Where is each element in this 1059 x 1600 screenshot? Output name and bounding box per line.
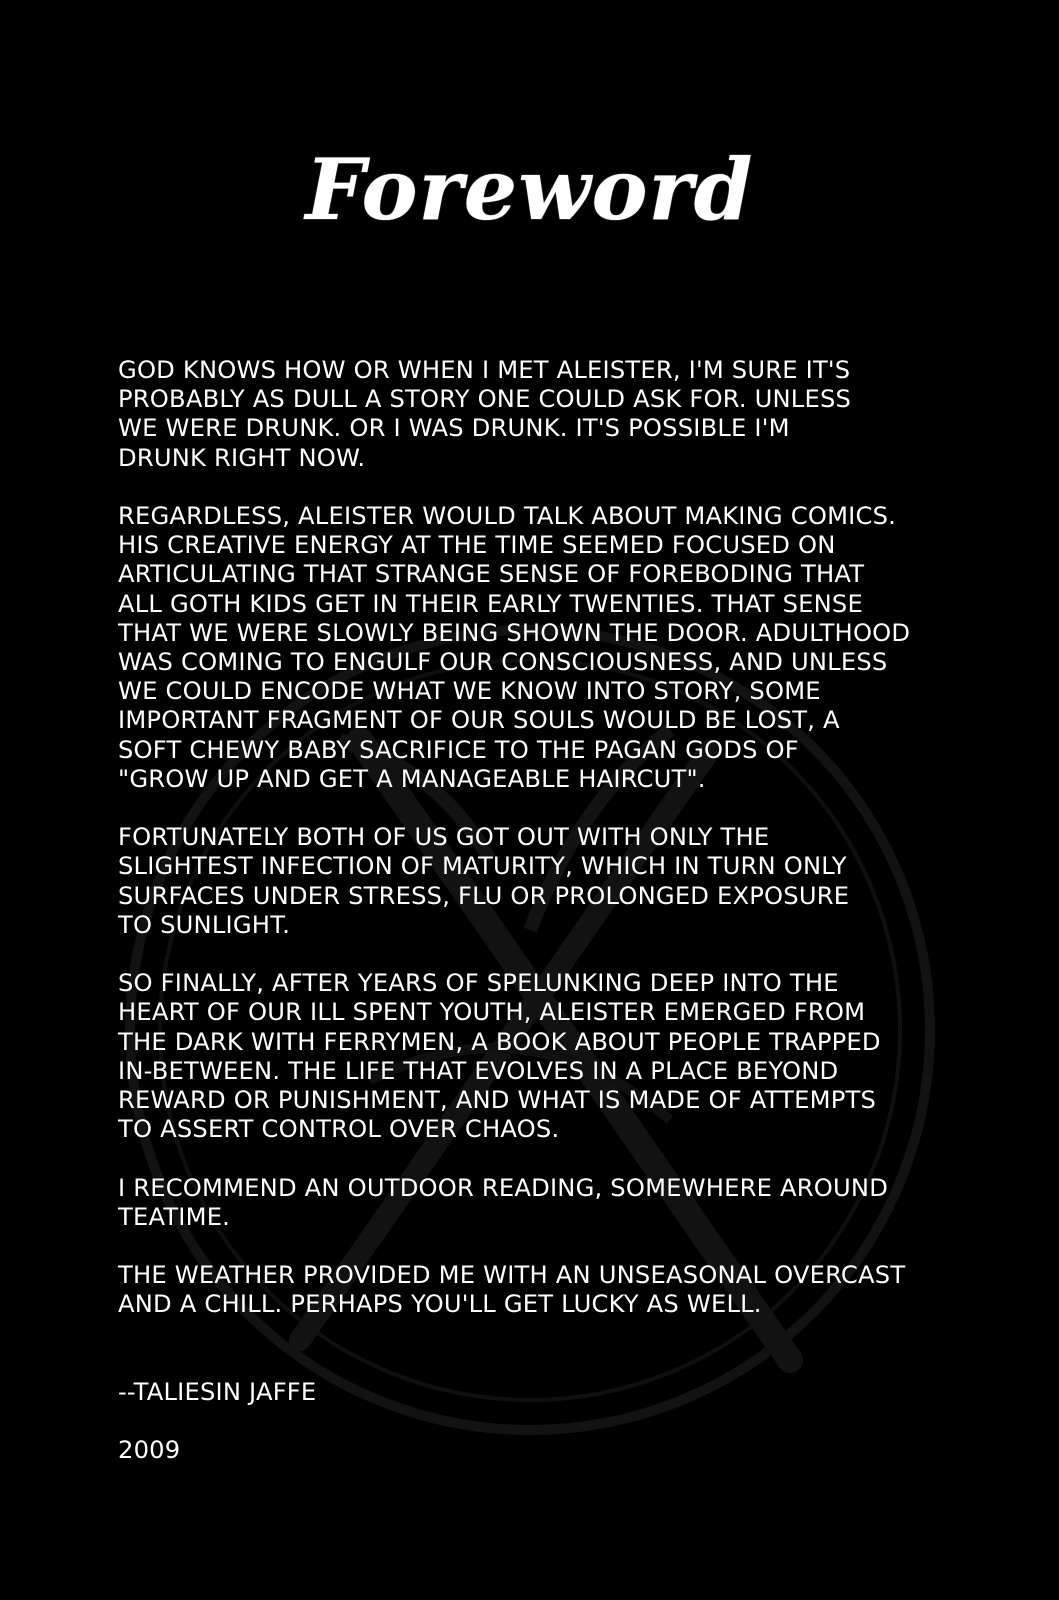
page-title: Foreword <box>305 140 754 239</box>
signature-year: 2009 <box>118 1436 181 1465</box>
foreword-body <box>118 356 948 1495</box>
signature-author: --TALIESIN JAFFE <box>118 1378 317 1407</box>
paragraph: REGARDLESS, ALEISTER WOULD TALK ABOUT MAKING COMICS. HIS CREATIVE ENERGY AT THE TIME SEEMED FOCUSED ON ARTICULATING THAT STRANGE SENSE OF FOREBODING THAT ALL GOTH KIDS GET IN THEIR EARLY TWENTIES. THAT SENSE THAT WE WERE SLOWLY BEING SHOWN THE DOOR. ADULTHOOD WAS COMING TO ENGULF OUR CONSCIOUSNESS, AND UNLESS WE COULD ENCODE WHAT WE KNOW INTO STORY, SOME IMPORTANT FRAGMENT OF OUR SOULS WOULD BE LOST, A SOFT CHEWY BABY SACRIFICE TO THE PAGAN GODS OF "GROW UP AND GET A MANAGEABLE HAIRCUT". <box>118 502 911 793</box>
paragraph: THE WEATHER PROVIDED ME WITH AN UNSEASONAL OVERCAST AND A CHILL. PERHAPS YOU'LL GET LUCKY AS WELL. <box>118 1261 906 1319</box>
signature-block <box>118 1349 948 1495</box>
paragraph: GOD KNOWS HOW OR WHEN I MET ALEISTER, I'M SURE IT'S PROBABLY AS DULL A STORY ONE COULD ASK FOR. UNLESS WE WERE DRUNK. OR I WAS DRUNK. IT'S POSSIBLE I'M DRUNK RIGHT NOW. <box>118 356 852 472</box>
paragraph: FORTUNATELY BOTH OF US GOT OUT WITH ONLY THE SLIGHTEST INFECTION OF MATURITY, WHICH IN TURN ONLY SURFACES UNDER STRESS, FLU OR PROLONGED EXPOSURE TO SUNLIGHT. <box>118 823 850 939</box>
paragraph: SO FINALLY, AFTER YEARS OF SPELUNKING DEEP INTO THE HEART OF OUR ILL SPENT YOUTH, ALEISTER EMERGED FROM THE DARK WITH FERRYMEN, A BOOK ABOUT PEOPLE TRAPPED IN-BETWEEN. THE LIFE THAT EVOLVES IN A PLACE BEYOND REWARD OR PUNISHMENT, AND WHAT IS MADE OF ATTEMPTS TO ASSERT CONTROL OVER CHAOS. <box>118 969 881 1144</box>
paragraph: I RECOMMEND AN OUTDOOR READING, SOMEWHERE AROUND TEATIME. <box>118 1173 889 1231</box>
